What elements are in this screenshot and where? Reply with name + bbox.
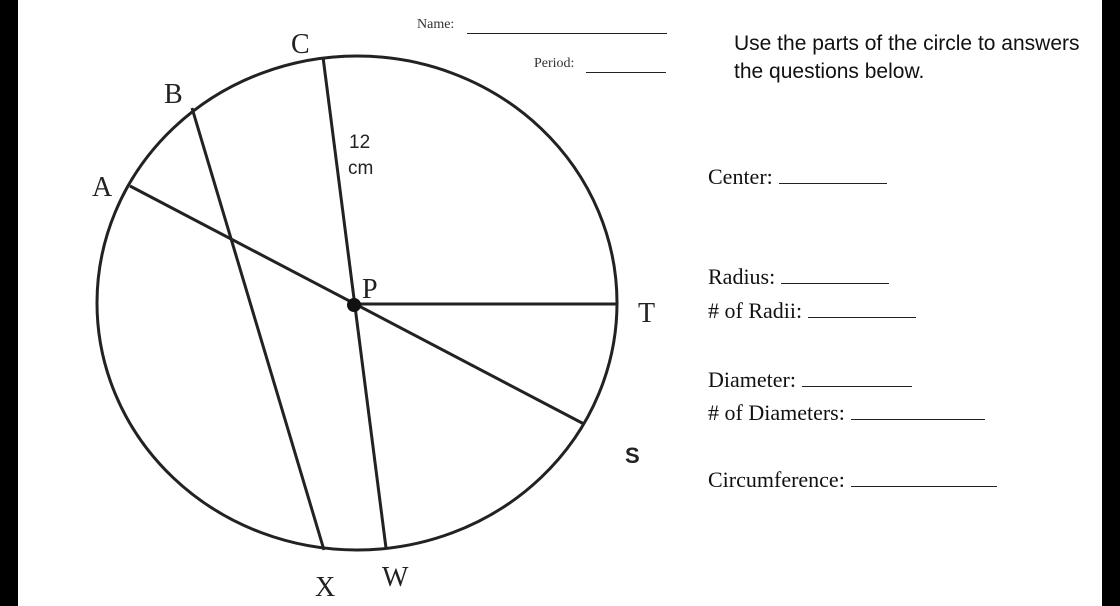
center-answer-blank[interactable] [779,169,887,184]
measurement-value: 12 [349,132,371,153]
question-circumference-label: Circumference: [708,467,845,492]
question-num-diameters [708,400,985,426]
question-radius [708,264,889,290]
question-center [708,164,887,190]
num-diameters-answer-blank[interactable] [851,405,985,420]
chord-bx [192,108,324,550]
instructions-text: Use the parts of the circle to answers the questions below. [734,32,1080,83]
period-label: Period: [534,56,575,71]
question-diameter-label: Diameter: [708,367,796,392]
label-a: A [92,172,113,203]
diameter-answer-blank[interactable] [802,372,912,387]
period-blank[interactable] [586,72,666,73]
name-blank[interactable] [467,33,667,34]
question-num-radii [708,298,916,324]
label-x: X [315,572,336,603]
center-point [347,298,361,312]
worksheet [18,0,1102,606]
label-c: C [291,29,310,60]
circumference-answer-blank[interactable] [851,472,997,487]
label-b: B [164,79,183,110]
radius-answer-blank[interactable] [781,269,889,284]
label-s: S [625,443,640,468]
label-p: P [362,274,378,305]
question-circumference [708,467,997,493]
circle-diagram [18,0,718,606]
question-center-label: Center: [708,164,773,189]
question-radius-label: Radius: [708,264,776,289]
name-label: Name: [417,17,455,32]
label-t: T [638,298,656,329]
question-diameter [708,367,912,393]
question-num-radii-label: # of Radii: [708,298,803,323]
label-w: W [382,562,409,593]
question-num-diameters-label: # of Diameters: [708,400,845,425]
measurement-unit: cm [348,158,374,179]
num-radii-answer-blank[interactable] [808,303,916,318]
